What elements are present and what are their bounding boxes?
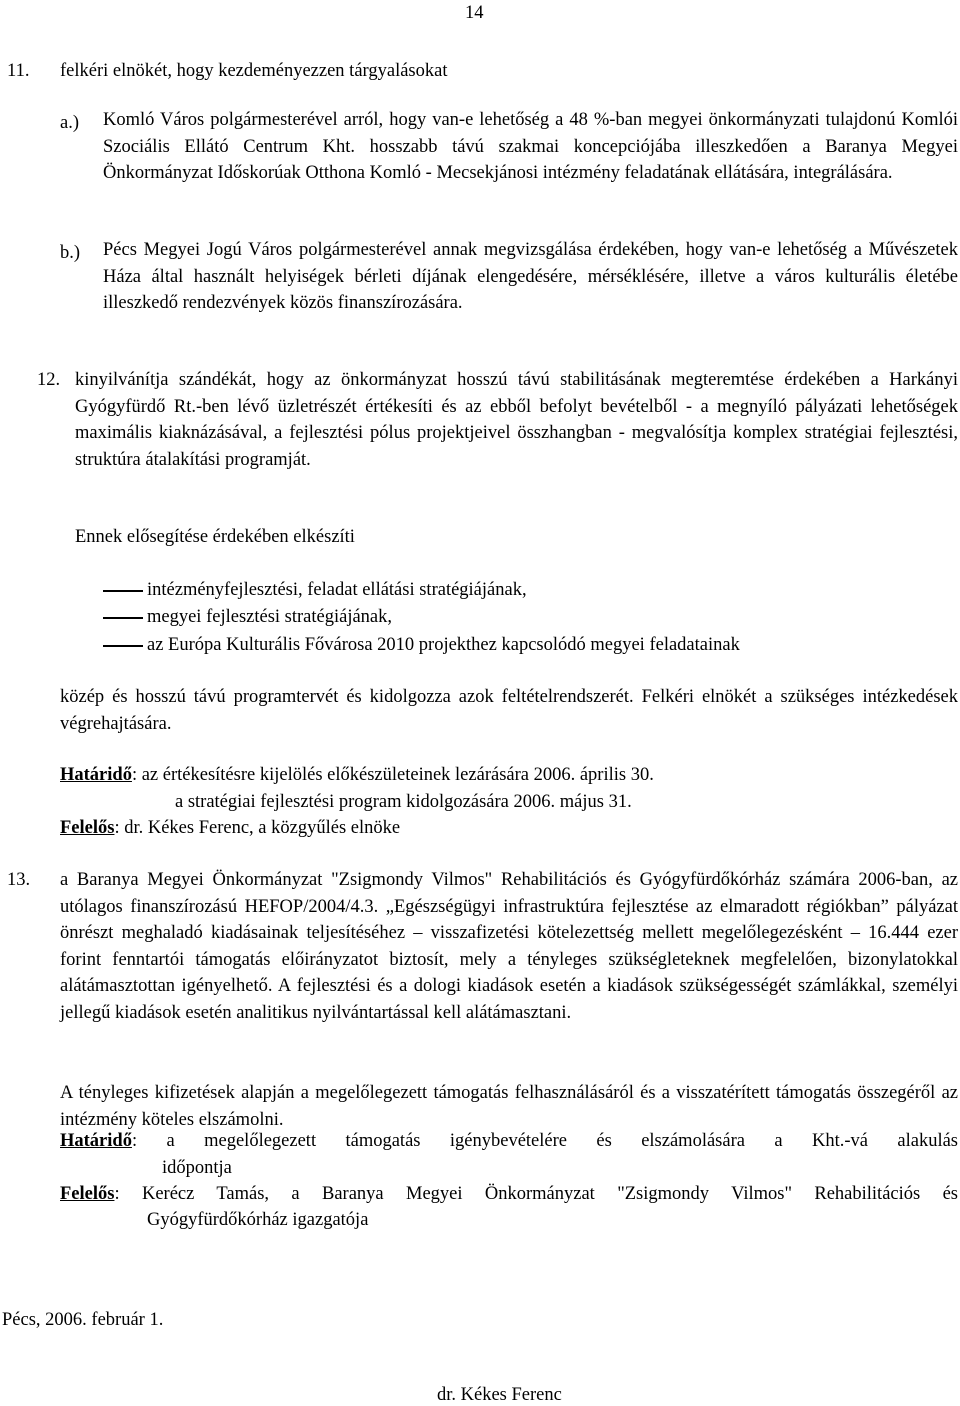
- item-12-after: közép és hosszú távú programtervét és kidolgozza azok feltételrendszerét. Felkéri elnökét a szükséges intézkedések végrehajtására.: [60, 687, 958, 734]
- item-13-responsible: [60, 1181, 958, 1208]
- item-13-responsible-cont: Gyógyfürdőkórház igazgatója: [147, 1210, 369, 1230]
- item-12-text: kinyilvánítja szándékát, hogy az önkormányzat hosszú távú stabilitásának megteremtése érdekében a Harkányi Gyógyfürdő Rt.-ben lévő üzletrészét értékesíti és az ebből befolyt bevételből - a megnyíló pályázati lehetőségek maximális kiaknázásával, a fejlesztési pólus projektjeivel összhangban - megvalósítja komplex stratégiai fejlesztési, struktúra átalakítási programját.: [75, 370, 958, 470]
- bullet-item: megyei fejlesztési stratégiájának,: [147, 607, 393, 627]
- item-13-deadline-cont: időpontja: [162, 1158, 232, 1178]
- item-12-responsible: [60, 817, 400, 839]
- item-12-prep-line: Ennek elősegítése érdekében elkészíti: [75, 527, 355, 547]
- item-13-text-2: A tényleges kifizetések alapján a megelőlegezett támogatás felhasználásáról és a visszatérített támogatás összegéről az intézmény köteles elszámolni.: [60, 1083, 958, 1130]
- item-13-deadline: [60, 1128, 958, 1155]
- item-11b-label: b.): [60, 243, 81, 263]
- responsible-label: Felelős: [60, 818, 115, 838]
- bullet-item: az Európa Kulturális Fővárosa 2010 projekthez kapcsolódó megyei feladatainak: [147, 635, 740, 655]
- item-12-deadline: [60, 764, 654, 786]
- deadline-text: : az értékesítésre kijelölés előkészületeinek lezárására 2006. április 30.: [131, 765, 654, 785]
- item-11b-text: Pécs Megyei Jogú Város polgármesterével annak megvizsgálása érdekében, hogy van-e lehetőség a Művészetek Háza által használt helyiségek bérleti díjának elengedésére, mérséklésére, illetve a város kulturális életébe illeszkedő rendezvények közös finanszírozására.: [103, 240, 958, 313]
- item-12-number: 12.: [37, 370, 61, 390]
- responsible-label: Felelős: [60, 1184, 115, 1204]
- item-13-deadline-line: [60, 1128, 958, 1155]
- responsible-text: : dr. Kékes Ferenc, a közgyűlés elnöke: [114, 818, 401, 838]
- bullet-dash: [103, 645, 143, 647]
- item-11-intro: felkéri elnökét, hogy kezdeményezzen tárgyalásokat: [60, 61, 448, 81]
- deadline-text-a: : a megelőlegezett támogatás igénybevételére és elszámolására a Kht.-vá alakulás: [131, 1131, 958, 1151]
- bullet-dash: [103, 590, 143, 592]
- item-12-deadline-2: a stratégiai fejlesztési program kidolgozására 2006. május 31.: [175, 792, 632, 812]
- item-13-responsible-line: [60, 1181, 958, 1208]
- item-13-text: a Baranya Megyei Önkormányzat "Zsigmondy Vilmos" Rehabilitációs és Gyógyfürdőkórház számára 2006-ban, az utólagos finanszírozású HEFOP/2004/4.3. „Egészségügyi infrastruktúra fejlesztése az elmaradott régiókban” pályázat önrészt meghaladó kiadásainak teljesítéséhez – visszafizetési kötelezettség mellett megelőlegezésként – 16.444 ezer forint fenntartói támogatás előirányzatot biztosít, mely a tényleges szükségleteknek megfelelően, bizonylatokkal alátámasztottan igényelhető. A fejlesztési és a dologi kiadások esetén a kiadások szükségességét számlákkal, személyi jellegű kiadások esetén analitikus nyilvántartással kell alátámasztani.: [60, 870, 958, 1023]
- signature-name: dr. Kékes Ferenc: [437, 1385, 562, 1405]
- item-13-number: 13.: [7, 870, 31, 890]
- item-11a-label: a.): [60, 113, 79, 133]
- deadline-label: Határidő: [60, 1131, 132, 1151]
- page-number: 14: [465, 3, 484, 23]
- bullet-item: intézményfejlesztési, feladat ellátási stratégiájának,: [147, 580, 527, 600]
- place-date: Pécs, 2006. február 1.: [2, 1310, 164, 1330]
- responsible-text-a: : Kerécz Tamás, a Baranya Megyei Önkormányzat "Zsigmondy Vilmos" Rehabilitációs és: [114, 1184, 958, 1204]
- bullet-dash: [103, 617, 143, 619]
- item-11a-text: Komló Város polgármesterével arról, hogy van-e lehetőség a 48 %-ban megyei önkormányzati tulajdonú Komlói Szociális Ellátó Centrum Kht. hosszabb távú szakmai koncepciójába illeszkedően a Baranya Megyei Önkormányzat Időskorúak Otthona Komló - Mecsekjánosi intézmény feladatának ellátására, integrálására.: [103, 110, 958, 183]
- deadline-label: Határidő: [60, 765, 132, 785]
- item-11-number: 11.: [7, 61, 30, 81]
